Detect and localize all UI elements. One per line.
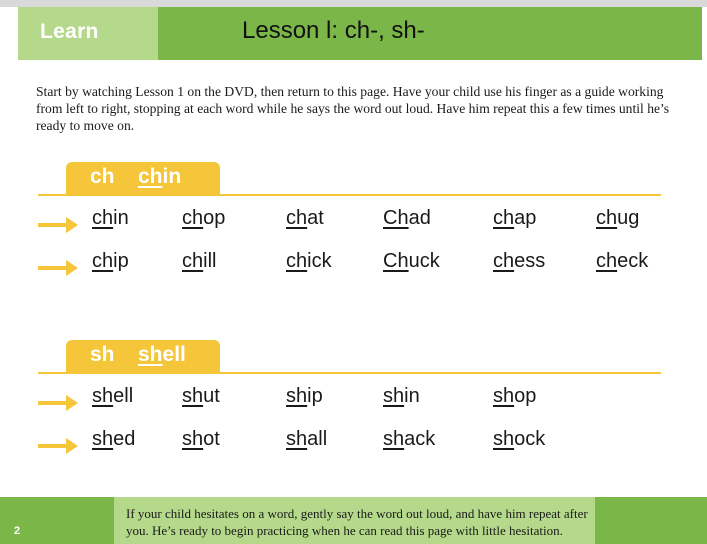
- word: [286, 207, 324, 230]
- row-arrow-icon: [38, 260, 78, 276]
- word: [182, 207, 225, 230]
- word: [286, 385, 323, 408]
- word: [92, 207, 129, 230]
- word: [286, 428, 327, 451]
- word: [383, 428, 435, 451]
- word-digraph: ch: [182, 207, 204, 229]
- tab-digraph: ch: [90, 165, 115, 188]
- word-rest: ut: [203, 385, 220, 407]
- word-rest: ad: [408, 207, 431, 229]
- word-rest: op: [514, 385, 537, 407]
- word: [286, 250, 332, 273]
- word: [383, 250, 440, 273]
- word-digraph: sh: [182, 428, 204, 450]
- word-digraph: ch: [92, 207, 114, 229]
- word-digraph: sh: [383, 428, 405, 450]
- keyword-rest: in: [162, 165, 182, 188]
- word-digraph: ch: [182, 250, 204, 272]
- word-digraph: ch: [493, 250, 515, 272]
- word-digraph: sh: [182, 385, 204, 407]
- word-rest: in: [113, 207, 129, 229]
- word-rest: ed: [113, 428, 136, 450]
- footer-left-panel: [0, 497, 114, 544]
- keyword-prefix: ch: [138, 165, 163, 188]
- keyword-rest: ell: [162, 343, 186, 366]
- word-rest: ot: [203, 428, 220, 450]
- word: [92, 428, 135, 451]
- word-digraph: sh: [493, 428, 515, 450]
- word-rest: in: [404, 385, 420, 407]
- word-rest: ess: [514, 250, 546, 272]
- word-digraph: ch: [493, 207, 515, 229]
- top-border: [0, 0, 707, 7]
- word-digraph: sh: [286, 385, 308, 407]
- page-number: 2: [14, 525, 21, 537]
- word: [493, 428, 545, 451]
- word-rest: ap: [514, 207, 537, 229]
- word-rest: eck: [617, 250, 649, 272]
- word: [596, 250, 648, 273]
- word-rest: ip: [113, 250, 129, 272]
- word-rest: all: [307, 428, 328, 450]
- word-rest: ock: [514, 428, 546, 450]
- footer-right-panel: [595, 497, 707, 544]
- word-digraph: sh: [92, 428, 114, 450]
- word: [92, 250, 129, 273]
- row-arrow-icon: [38, 438, 78, 454]
- word-digraph: sh: [383, 385, 405, 407]
- tab-keyword: [138, 165, 181, 189]
- intro-paragraph: Start by watching Lesson 1 on the DVD, then return to this page. Have your child use his finger as a guide working from left to right, stopping at each word while he says the word out loud. Have him repeat this a few times until he’s ready to move on.: [36, 84, 670, 133]
- word-digraph: sh: [493, 385, 515, 407]
- section-label: Learn: [40, 20, 99, 43]
- word: [182, 428, 220, 451]
- word-digraph: ch: [286, 207, 308, 229]
- word-rest: op: [203, 207, 226, 229]
- word: [182, 250, 216, 273]
- tab-keyword: [138, 343, 186, 367]
- tab-digraph: sh: [90, 343, 115, 366]
- word: [493, 385, 536, 408]
- word-digraph: Ch: [383, 207, 409, 229]
- word-rest: ick: [307, 250, 332, 272]
- sh-section-rule: [38, 372, 661, 374]
- ch-section-rule: [38, 194, 661, 196]
- word-digraph: ch: [596, 250, 618, 272]
- row-arrow-icon: [38, 395, 78, 411]
- section-label-banner: [18, 7, 158, 60]
- word: [182, 385, 220, 408]
- word-rest: ip: [307, 385, 323, 407]
- word-digraph: ch: [596, 207, 618, 229]
- word: [383, 385, 420, 408]
- word-digraph: Ch: [383, 250, 409, 272]
- ch-section-tab: [66, 162, 220, 194]
- word-digraph: ch: [92, 250, 114, 272]
- word-rest: ill: [203, 250, 217, 272]
- row-arrow-icon: [38, 217, 78, 233]
- word-digraph: sh: [92, 385, 114, 407]
- word-rest: uck: [408, 250, 440, 272]
- word: [596, 207, 639, 230]
- word-rest: ack: [404, 428, 436, 450]
- sh-section-tab: [66, 340, 220, 372]
- footer-tip: If your child hesitates on a word, gently say the word out loud, and have him repeat after you. He’s ready to begin practicing when he can read this page with little hesitation.: [126, 506, 588, 538]
- lesson-title-banner: [158, 7, 702, 60]
- word: [493, 250, 545, 273]
- word-rest: ell: [113, 385, 134, 407]
- word-digraph: ch: [286, 250, 308, 272]
- footer-tip-panel: [114, 497, 595, 544]
- word: [493, 207, 536, 230]
- lesson-title: Lesson l: ch-, sh-: [242, 17, 425, 44]
- keyword-prefix: sh: [138, 343, 163, 366]
- word-digraph: sh: [286, 428, 308, 450]
- word: [383, 207, 431, 230]
- word-rest: at: [307, 207, 324, 229]
- word-rest: ug: [617, 207, 640, 229]
- word: [92, 385, 133, 408]
